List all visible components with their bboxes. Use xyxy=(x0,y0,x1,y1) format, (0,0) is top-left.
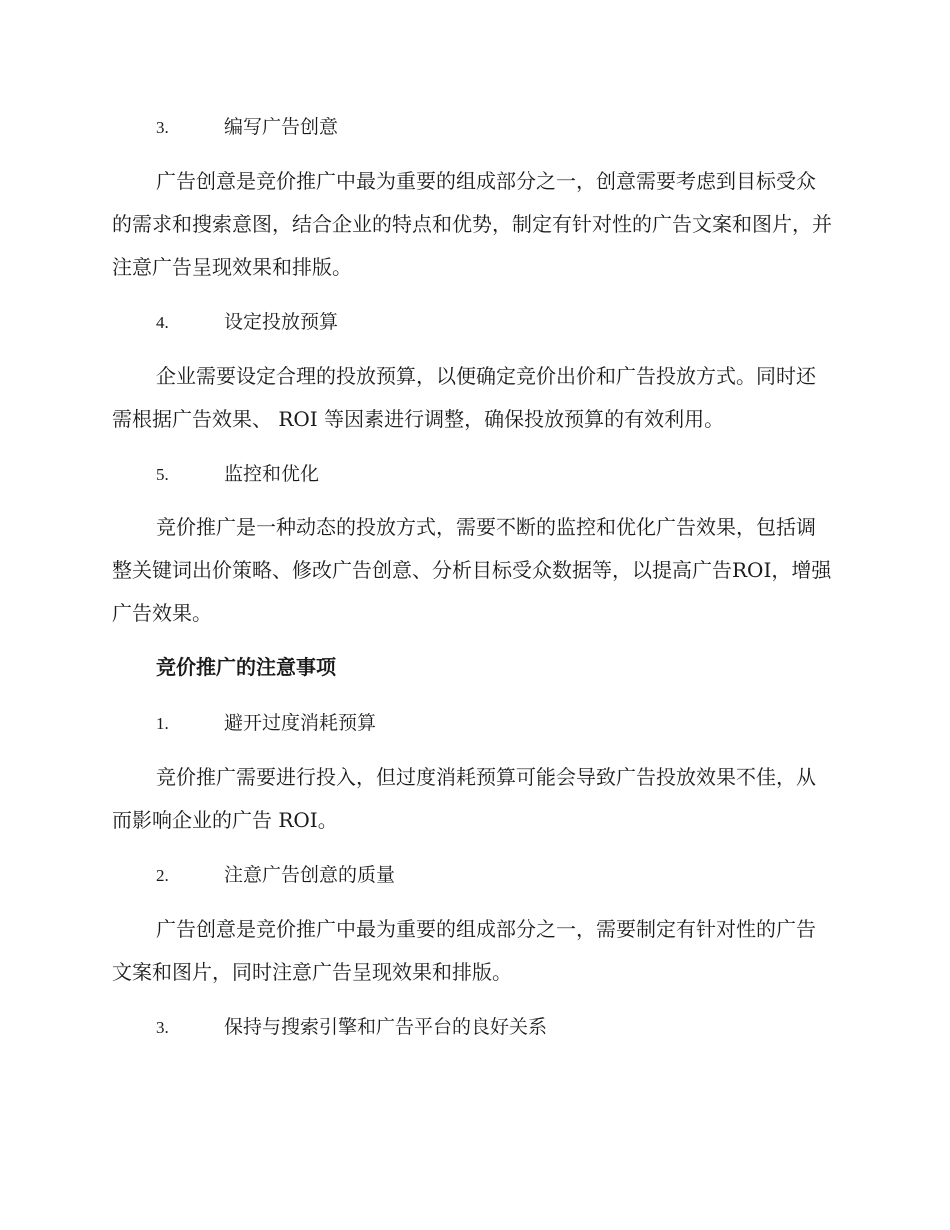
list-item-step-3 xyxy=(156,114,338,141)
section-heading: 竞价推广的注意事项 xyxy=(156,655,336,679)
list-number: 2. xyxy=(156,866,169,885)
list-item-title: 保持与搜索引擎和广告平台的良好关系 xyxy=(224,1016,548,1038)
list-item-title: 注意广告创意的质量 xyxy=(224,864,396,886)
list-item-title: 设定投放预算 xyxy=(224,311,339,333)
list-number: 1. xyxy=(156,714,169,733)
paragraph-step-5: 竞价推广是一种动态的投放方式，需要不断的监控和优化广告效果，包括调整关键词出价策略、修改广告创意、分析目标受众数据等，以提高广告ROI，增强广告效果。 xyxy=(112,515,832,625)
paragraph-note-1: 竞价推广需要进行投入，但过度消耗预算可能会导致广告投放效果不佳，从而影响企业的广告 ROI。 xyxy=(112,765,816,832)
list-item-step-5 xyxy=(156,461,319,488)
list-item-title: 编写广告创意 xyxy=(224,116,339,138)
list-item-title: 监控和优化 xyxy=(224,463,320,485)
list-number: 3. xyxy=(156,1018,169,1037)
list-item-step-4 xyxy=(156,309,338,336)
list-item-note-3 xyxy=(156,1014,547,1041)
list-number: 3. xyxy=(156,118,169,137)
list-item-title: 避开过度消耗预算 xyxy=(224,712,377,734)
paragraph-note-2: 广告创意是竞价推广中最为重要的组成部分之一，需要制定有针对性的广告文案和图片，同时注意广告呈现效果和排版。 xyxy=(112,917,816,984)
list-number: 5. xyxy=(156,465,169,484)
list-number: 4. xyxy=(156,313,169,332)
paragraph-step-3: 广告创意是竞价推广中最为重要的组成部分之一，创意需要考虑到目标受众的需求和搜索意图，结合企业的特点和优势，制定有针对性的广告文案和图片，并注意广告呈现效果和排版。 xyxy=(112,169,832,279)
paragraph-step-4: 企业需要设定合理的投放预算，以便确定竞价出价和广告投放方式。同时还需根据广告效果、 ROI 等因素进行调整，确保投放预算的有效利用。 xyxy=(112,364,816,431)
list-item-note-1 xyxy=(156,710,376,737)
list-item-note-2 xyxy=(156,862,395,889)
